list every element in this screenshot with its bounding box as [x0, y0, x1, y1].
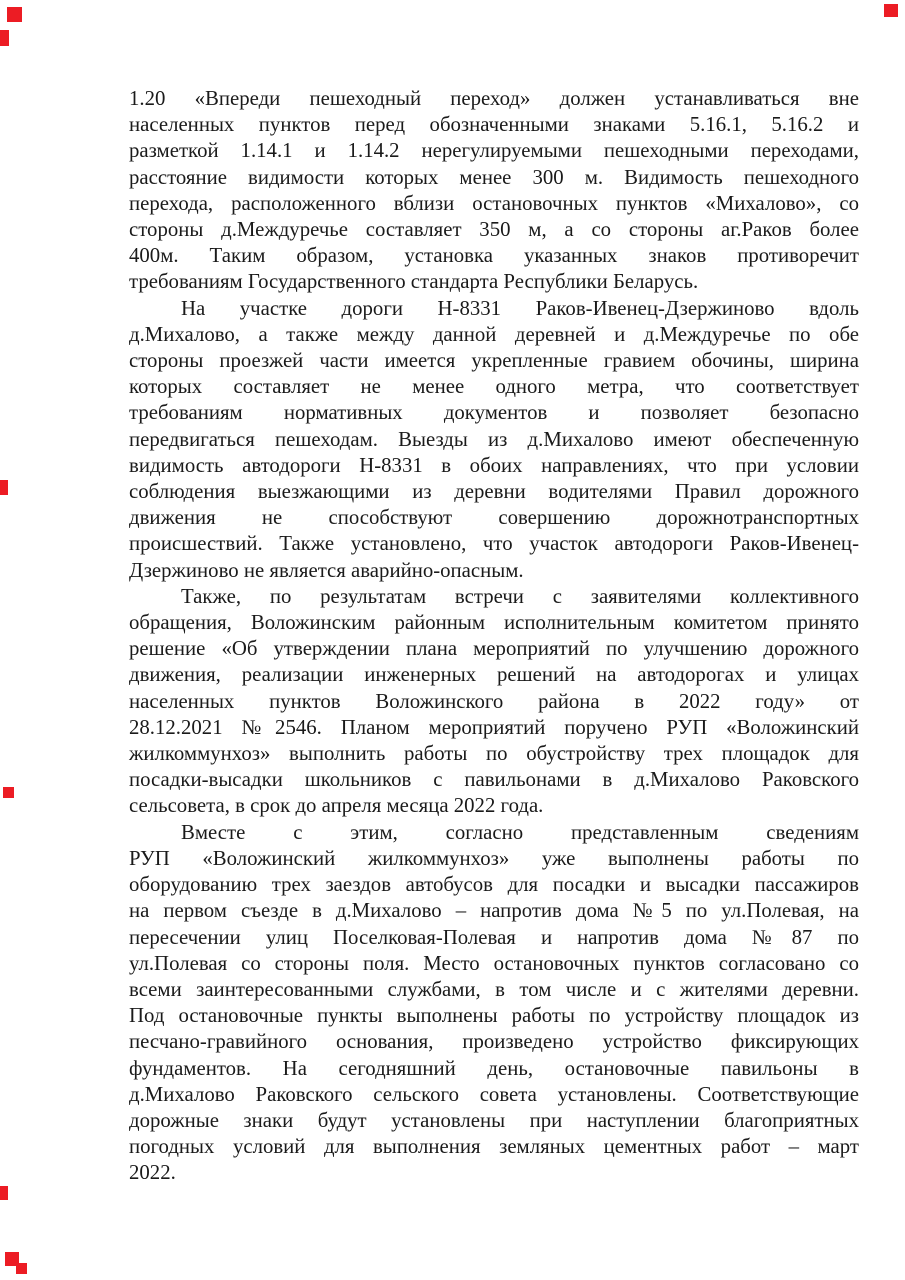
text-line: стороны д.Междуречье составляет 350 м, а со стороны аг.Раков более [129, 218, 859, 242]
text-line: погодных условий для выполнения земляных цементных работ – март [129, 1135, 859, 1159]
text-line: ул.Полевая со стороны поля. Место остановочных пунктов согласовано со [129, 951, 859, 975]
text-line: д.Михалово Раковского сельского совета установлены. Соответствующие [129, 1082, 859, 1106]
red-scan-mark [3, 787, 14, 798]
text-line: стороны проезжей части имеется укрепленные гравием обочины, ширина [129, 349, 859, 373]
red-scan-mark [884, 4, 898, 17]
text-line: 2022. [129, 1161, 176, 1185]
red-scan-mark [0, 480, 8, 495]
text-line: перехода, расположенного вблизи остановочных пунктов «Михалово», со [129, 191, 859, 215]
paragraph [129, 86, 859, 296]
text-line: населенных пунктов Воложинского района в 2022 году» от [129, 689, 859, 713]
paragraph [129, 296, 859, 584]
text-line: населенных пунктов перед обозначенными знаками 5.16.1, 5.16.2 и [129, 113, 859, 137]
text-line: РУП «Воложинский жилкоммунхоз» уже выполнены работы по [129, 846, 859, 870]
text-line: решение «Об утверждении плана мероприятий по улучшению дорожного [129, 637, 859, 661]
text-line: дорожные знаки будут установлены при наступлении благоприятных [129, 1108, 859, 1132]
text-line: Также, по результатам встречи с заявителями коллективного [181, 584, 859, 608]
text-line: посадки-высадки школьников с павильонами в д.Михалово Раковского [129, 768, 859, 792]
text-line: на первом съезде в д.Михалово – напротив дома №5 по ул.Полевая, на [129, 899, 859, 923]
text-line: которых составляет не менее одного метра, что соответствует [129, 375, 859, 399]
text-line: соблюдения выезжающими из деревни водителями Правил дорожного [129, 480, 859, 504]
text-line: происшествий. Также установлено, что участок автодороги Раков-Ивенец- [129, 532, 859, 556]
text-line: движения не способствуют совершению дорожнотранспортных [129, 506, 859, 530]
text-line: фундаментов. На сегодняшний день, остановочные павильоны в [129, 1056, 859, 1080]
text-line: расстояние видимости которых менее 300 м. Видимость пешеходного [129, 165, 859, 189]
text-line: обращения, Воложинским районным исполнительным комитетом принято [129, 611, 859, 635]
text-line: передвигаться пешеходам. Выезды из д.Михалово имеют обеспеченную [129, 427, 859, 451]
text-line: разметкой 1.14.1 и 1.14.2 нерегулируемыми пешеходными переходами, [129, 139, 859, 163]
text-line: сельсовета, в срок до апреля месяца 2022 года. [129, 794, 544, 818]
text-line: 28.12.2021 №2546. Планом мероприятий поручено РУП «Воложинский [129, 715, 859, 739]
text-line: песчано-гравийного основания, произведено устройство фиксирующих [129, 1030, 859, 1054]
paragraph [129, 584, 859, 820]
text-line: видимость автодороги Н-8331 в обоих направлениях, что при условии [129, 453, 859, 477]
text-line: На участке дороги Н-8331 Раков-Ивенец-Дзержиново вдоль [181, 296, 859, 320]
text-line: требованиям Государственного стандарта Республики Беларусь. [129, 270, 699, 294]
text-line: оборудованию трех заездов автобусов для посадки и высадки пассажиров [129, 873, 859, 897]
document-text [129, 86, 859, 1187]
red-scan-mark [0, 1186, 8, 1200]
red-scan-mark [16, 1263, 27, 1274]
text-line: 1.20 «Впереди пешеходный переход» должен устанавливаться вне [129, 87, 859, 110]
text-line: Под остановочные пункты выполнены работы по устройству площадок из [129, 1004, 859, 1028]
red-scan-mark [7, 7, 22, 22]
text-line: Дзержиново не является аварийно-опасным. [129, 558, 524, 582]
text-line: всеми заинтересованными службами, в том числе и с жителями деревни. [129, 977, 859, 1001]
text-line: требованиям нормативных документов и позволяет безопасно [129, 401, 859, 425]
text-line: пересечении улиц Поселковая-Полевая и напротив дома №87 по [129, 925, 859, 949]
text-line: движения, реализации инженерных решений на автодорогах и улицах [129, 663, 859, 687]
paragraph [129, 820, 859, 1187]
text-line: жилкоммунхоз» выполнить работы по обустройству трех площадок для [129, 742, 859, 766]
red-scan-mark [0, 30, 9, 46]
text-line: Вместе с этим, согласно представленным сведениям [181, 820, 859, 844]
text-line: д.Михалово, а также между данной деревней и д.Междуречье по обе [129, 322, 859, 346]
text-line: 400м. Таким образом, установка указанных знаков противоречит [129, 244, 859, 268]
